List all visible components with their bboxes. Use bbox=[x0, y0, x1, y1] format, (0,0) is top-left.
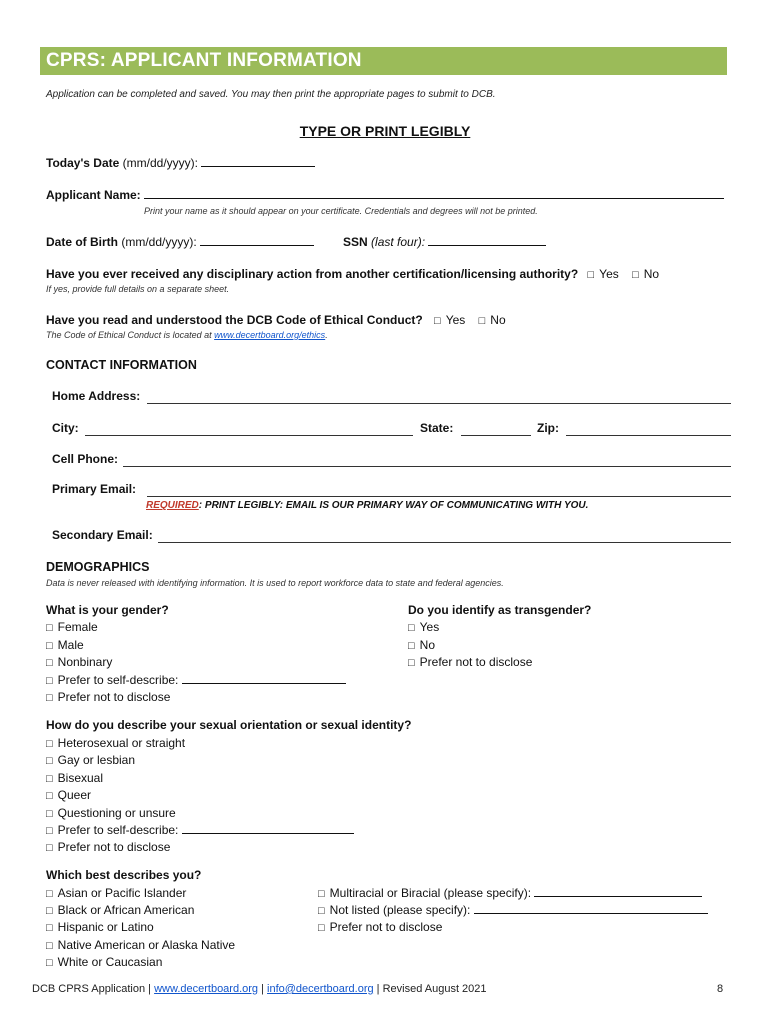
orientation-option-not-disclose[interactable]: □ Prefer not to disclose bbox=[46, 840, 171, 854]
secondary-email-label: Secondary Email: bbox=[52, 528, 153, 542]
applicant-name-label: Applicant Name: bbox=[46, 188, 141, 202]
city-label: City: bbox=[52, 421, 79, 435]
gender-question: What is your gender? bbox=[46, 603, 169, 617]
disciplinary-row bbox=[46, 267, 659, 281]
trans-option-no[interactable]: □ No bbox=[408, 638, 435, 652]
footer-revised: | Revised August 2021 bbox=[376, 983, 487, 995]
race-option-black[interactable]: □ Black or African American bbox=[46, 903, 195, 917]
checkbox-icon[interactable]: □ bbox=[46, 888, 53, 900]
checkbox-icon[interactable]: □ bbox=[46, 790, 53, 802]
form-title: TYPE OR PRINT LEGIBLY bbox=[299, 123, 471, 139]
checkbox-icon[interactable]: □ bbox=[46, 640, 53, 652]
gender-option-not-disclose[interactable]: □ Prefer not to disclose bbox=[46, 690, 171, 704]
home-address-label: Home Address: bbox=[52, 389, 141, 403]
orientation-option-queer[interactable]: □ Queer bbox=[46, 788, 92, 802]
footer bbox=[32, 983, 487, 995]
race-option-not-listed[interactable]: □ Not listed (please specify): bbox=[318, 903, 708, 917]
dob-format: (mm/dd/yyyy): bbox=[121, 235, 197, 249]
footer-email-link[interactable]: info@decertboard.org bbox=[267, 983, 374, 995]
header-subtitle: Application can be completed and saved. You may then print the appropriate pages to submit to DCB. bbox=[46, 89, 496, 100]
secondary-email-input[interactable] bbox=[158, 542, 731, 543]
dob-row bbox=[46, 235, 314, 249]
ethics-note-row: The Code of Ethical Conduct is located at www.decertboard.org/ethics. bbox=[46, 330, 328, 340]
checkbox-icon[interactable]: □ bbox=[46, 842, 53, 854]
applicant-name-input[interactable] bbox=[144, 188, 724, 199]
multiracial-specify-input[interactable] bbox=[534, 886, 702, 897]
disciplinary-no-label: No bbox=[643, 267, 660, 281]
checkbox-icon[interactable]: □ bbox=[46, 738, 53, 750]
page-title: CPRS: APPLICANT INFORMATION bbox=[46, 50, 362, 71]
orientation-option-straight[interactable]: □ Heterosexual or straight bbox=[46, 736, 186, 750]
orientation-option-questioning[interactable]: □ Questioning or unsure bbox=[46, 806, 176, 820]
primary-email-label: Primary Email: bbox=[52, 482, 137, 496]
trans-option-yes[interactable]: □ Yes bbox=[408, 620, 440, 634]
race-option-native[interactable]: □ Native American or Alaska Native bbox=[46, 938, 236, 952]
ethics-no-label: No bbox=[490, 313, 506, 327]
checkbox-icon[interactable]: □ bbox=[318, 905, 325, 917]
gender-option-female[interactable]: □ Female bbox=[46, 620, 98, 634]
ethics-link[interactable]: www.decertboard.org/ethics bbox=[214, 330, 326, 340]
race-option-asian[interactable]: □ Asian or Pacific Islander bbox=[46, 886, 187, 900]
orientation-option-bisexual[interactable]: □ Bisexual bbox=[46, 771, 104, 785]
gender-option-nonbinary[interactable]: □ Nonbinary bbox=[46, 655, 113, 669]
checkbox-icon[interactable]: □ bbox=[46, 755, 53, 767]
gender-self-describe-input[interactable] bbox=[182, 673, 346, 684]
checkbox-icon[interactable]: □ bbox=[46, 773, 53, 785]
ethics-note: The Code of Ethical Conduct is located at bbox=[46, 330, 212, 340]
todays-date-label: Today's Date bbox=[46, 156, 120, 170]
gender-option-male[interactable]: □ Male bbox=[46, 638, 84, 652]
ssn-input[interactable] bbox=[428, 235, 546, 246]
checkbox-icon[interactable]: □ bbox=[46, 905, 53, 917]
ssn-label: SSN bbox=[343, 235, 368, 249]
page-number: 8 bbox=[717, 983, 724, 995]
home-address-input[interactable] bbox=[147, 403, 731, 404]
race-option-not-disclose[interactable]: □ Prefer not to disclose bbox=[318, 920, 443, 934]
checkbox-icon[interactable]: □ bbox=[408, 640, 415, 652]
ethics-row bbox=[46, 313, 506, 327]
zip-label: Zip: bbox=[537, 421, 559, 435]
orientation-self-describe-input[interactable] bbox=[182, 823, 354, 834]
email-required-note bbox=[146, 500, 588, 511]
checkbox-icon[interactable]: □ bbox=[46, 957, 53, 969]
demographics-note: Data is never released with identifying information. It is used to report workforce data to state and federal agencies. bbox=[46, 578, 504, 588]
ethics-question: Have you read and understood the DCB Code of Ethical Conduct? bbox=[46, 313, 423, 327]
disciplinary-yes-checkbox[interactable]: □ bbox=[587, 269, 595, 281]
footer-separator: | bbox=[261, 983, 264, 995]
contact-heading: CONTACT INFORMATION bbox=[46, 358, 197, 372]
state-input[interactable] bbox=[461, 435, 531, 436]
race-option-hispanic[interactable]: □ Hispanic or Latino bbox=[46, 920, 154, 934]
not-listed-specify-input[interactable] bbox=[474, 903, 708, 914]
race-option-multiracial[interactable]: □ Multiracial or Biracial (please specify): bbox=[318, 886, 702, 900]
checkbox-icon[interactable]: □ bbox=[46, 940, 53, 952]
checkbox-icon[interactable]: □ bbox=[46, 808, 53, 820]
city-input[interactable] bbox=[85, 435, 413, 436]
ssn-row bbox=[343, 235, 546, 249]
cell-phone-label: Cell Phone: bbox=[52, 452, 119, 466]
dob-label: Date of Birth bbox=[46, 235, 118, 249]
ssn-note: (last four): bbox=[371, 235, 426, 249]
checkbox-icon[interactable]: □ bbox=[408, 622, 415, 634]
orientation-option-gay[interactable]: □ Gay or lesbian bbox=[46, 753, 136, 767]
todays-date-row bbox=[46, 156, 315, 170]
race-option-white[interactable]: □ White or Caucasian bbox=[46, 955, 163, 969]
todays-date-format: (mm/dd/yyyy): bbox=[122, 156, 199, 170]
todays-date-input[interactable] bbox=[201, 156, 315, 167]
checkbox-icon[interactable]: □ bbox=[46, 692, 53, 704]
email-note: : PRINT LEGIBLY: EMAIL IS OUR PRIMARY WAY OF COMMUNICATING WITH YOU. bbox=[198, 500, 589, 511]
ethics-yes-label: Yes bbox=[445, 313, 466, 327]
state-label: State: bbox=[420, 421, 454, 435]
disciplinary-note: If yes, provide full details on a separate sheet. bbox=[46, 284, 230, 294]
dob-input[interactable] bbox=[200, 235, 314, 246]
orientation-question: How do you describe your sexual orientation or sexual identity? bbox=[46, 718, 412, 732]
checkbox-icon[interactable]: □ bbox=[46, 657, 53, 669]
demographics-heading: DEMOGRAPHICS bbox=[46, 560, 150, 574]
trans-option-not-disclose[interactable]: □ Prefer not to disclose bbox=[408, 655, 533, 669]
applicant-name-row bbox=[46, 188, 724, 202]
ethics-no-checkbox[interactable]: □ bbox=[478, 315, 486, 327]
checkbox-icon[interactable]: □ bbox=[46, 825, 53, 837]
checkbox-icon[interactable]: □ bbox=[46, 922, 53, 934]
ethics-yes-checkbox[interactable]: □ bbox=[434, 315, 441, 327]
required-tag: REQUIRED bbox=[146, 500, 199, 511]
checkbox-icon[interactable]: □ bbox=[408, 657, 415, 669]
cell-phone-input[interactable] bbox=[123, 466, 731, 467]
disciplinary-yes-label: Yes bbox=[599, 267, 619, 281]
primary-email-input[interactable] bbox=[147, 496, 731, 497]
race-question: Which best describes you? bbox=[46, 868, 202, 882]
zip-input[interactable] bbox=[566, 435, 731, 436]
checkbox-icon[interactable]: □ bbox=[318, 888, 325, 900]
orientation-option-self-describe[interactable]: □ Prefer to self-describe: bbox=[46, 823, 354, 837]
footer-prefix: DCB CPRS Application | bbox=[32, 983, 152, 995]
gender-option-self-describe[interactable]: □ Prefer to self-describe: bbox=[46, 673, 346, 687]
checkbox-icon[interactable]: □ bbox=[46, 622, 53, 634]
disciplinary-no-checkbox[interactable]: □ bbox=[632, 269, 639, 281]
checkbox-icon[interactable]: □ bbox=[46, 675, 53, 687]
checkbox-icon[interactable]: □ bbox=[318, 922, 325, 934]
disciplinary-question: Have you ever received any disciplinary action from another certification/licensing authority? bbox=[46, 267, 579, 281]
footer-website-link[interactable]: www.decertboard.org bbox=[154, 983, 259, 995]
transgender-question: Do you identify as transgender? bbox=[408, 603, 592, 617]
applicant-name-note: Print your name as it should appear on your certificate. Credentials and degrees will not be printed. bbox=[144, 206, 538, 216]
